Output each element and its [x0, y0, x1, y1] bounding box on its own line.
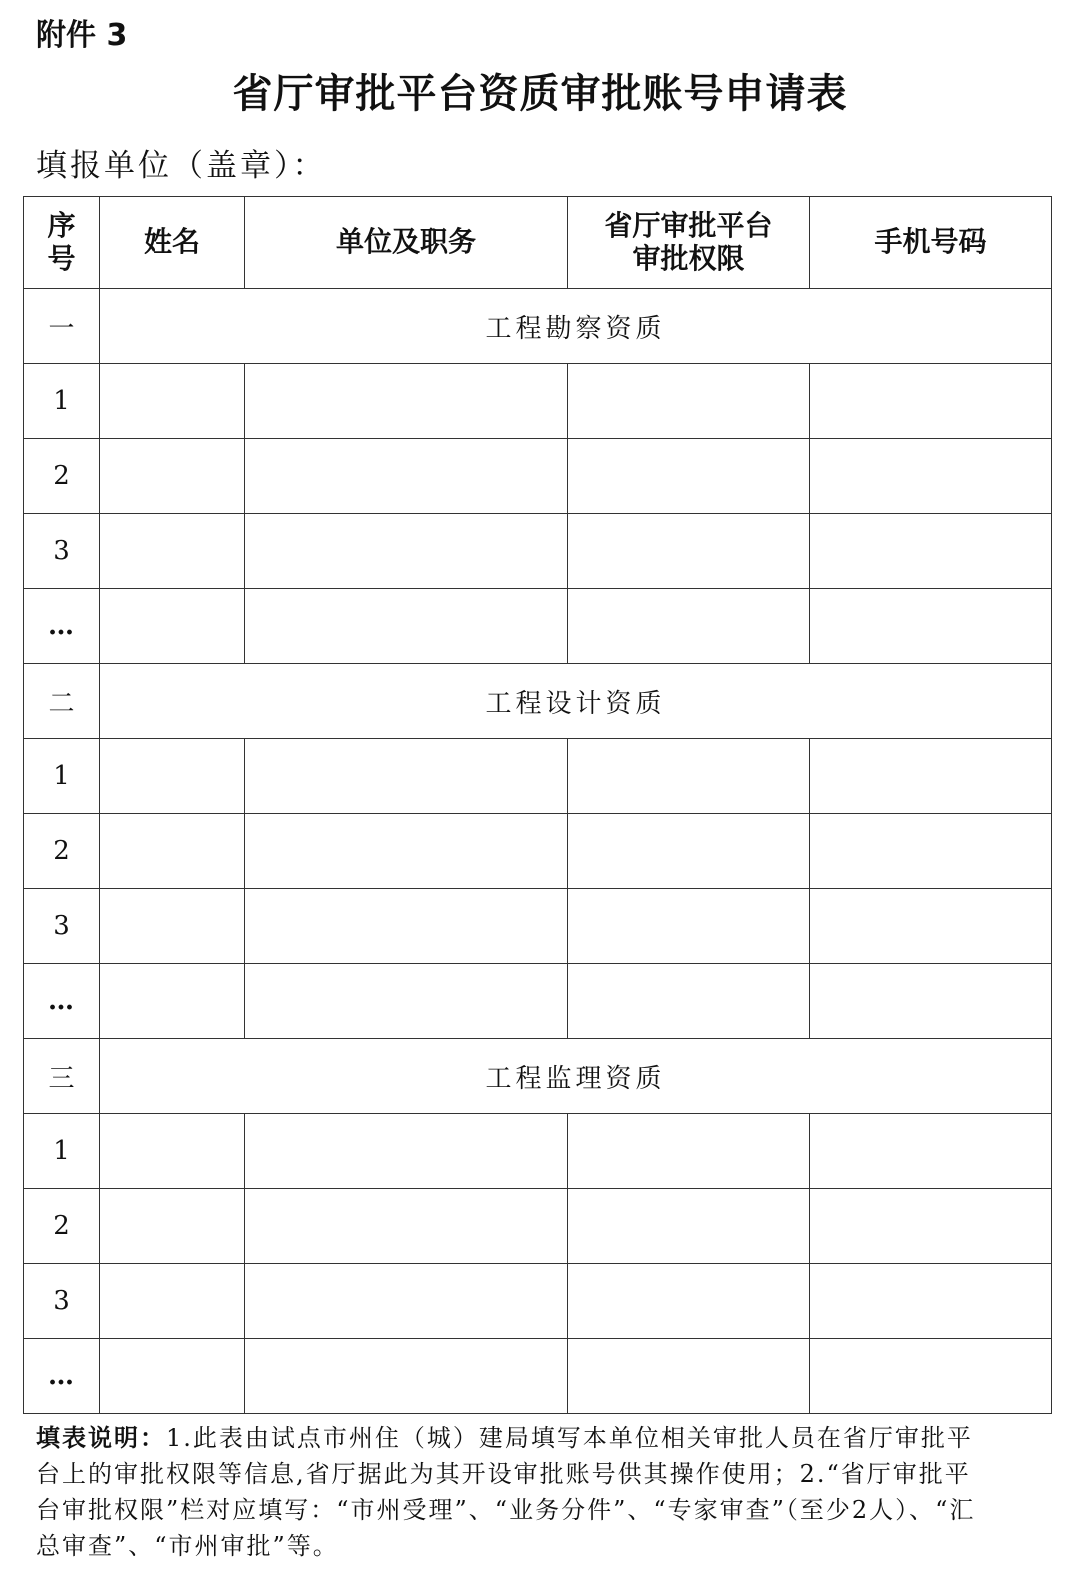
name-cell[interactable]	[100, 439, 245, 514]
org-position-cell[interactable]	[245, 589, 568, 664]
table-row	[24, 514, 1052, 589]
phone-cell[interactable]	[810, 514, 1052, 589]
section-row	[24, 1039, 1052, 1114]
row-seq-number: 1	[24, 1114, 100, 1189]
section-index: 二	[24, 664, 100, 739]
section-row	[24, 289, 1052, 364]
row-seq-number: 2	[24, 814, 100, 889]
name-cell[interactable]	[100, 364, 245, 439]
row-seq-number: 3	[24, 1264, 100, 1339]
org-position-cell[interactable]	[245, 1114, 568, 1189]
row-seq-number: 1	[24, 739, 100, 814]
table-row	[24, 439, 1052, 514]
phone-cell[interactable]	[810, 364, 1052, 439]
row-seq-number: …	[24, 589, 100, 664]
name-cell[interactable]	[100, 514, 245, 589]
table-row	[24, 1339, 1052, 1414]
section-title: 工程监理资质	[100, 1039, 1052, 1114]
row-seq-number: 2	[24, 1189, 100, 1264]
permission-cell[interactable]	[568, 1339, 810, 1414]
name-cell[interactable]	[100, 1264, 245, 1339]
section-title: 工程勘察资质	[100, 289, 1052, 364]
org-position-cell[interactable]	[245, 1189, 568, 1264]
name-cell[interactable]	[100, 964, 245, 1039]
permission-cell[interactable]	[568, 964, 810, 1039]
row-seq-number: …	[24, 964, 100, 1039]
table-row	[24, 814, 1052, 889]
phone-cell[interactable]	[810, 814, 1052, 889]
table-row	[24, 1189, 1052, 1264]
fill-unit-label: 填报单位（盖章）：	[36, 148, 327, 184]
phone-cell[interactable]	[810, 1189, 1052, 1264]
notes-label: 填表说明：	[36, 1423, 166, 1452]
phone-cell[interactable]	[810, 964, 1052, 1039]
org-position-cell[interactable]	[245, 739, 568, 814]
org-position-cell[interactable]	[245, 364, 568, 439]
table-row	[24, 1114, 1052, 1189]
permission-cell[interactable]	[568, 1114, 810, 1189]
org-position-cell[interactable]	[245, 1339, 568, 1414]
permission-cell[interactable]	[568, 1189, 810, 1264]
col-header-phone: 手机号码	[810, 197, 1052, 289]
phone-cell[interactable]	[810, 889, 1052, 964]
permission-cell[interactable]	[568, 439, 810, 514]
filling-notes	[36, 1420, 996, 1564]
row-seq-number: 3	[24, 889, 100, 964]
application-table	[23, 196, 1052, 1414]
permission-cell[interactable]	[568, 814, 810, 889]
notes-text: 1.此表由试点市州住（城）建局填写本单位相关审批人员在省厅审批平台上的审批权限等信息,省厅据此为其开设审批账号供其操作使用；2.“省厅审批平台审批权限”栏对应填写：“市州受理”、“业务分件”、“专家审查”（至少2人）、“汇总审查”、“市州审批”等。	[36, 1424, 976, 1560]
phone-cell[interactable]	[810, 439, 1052, 514]
row-seq-number: …	[24, 1339, 100, 1414]
name-cell[interactable]	[100, 814, 245, 889]
col-header-seq: 序号	[24, 197, 100, 289]
org-position-cell[interactable]	[245, 1264, 568, 1339]
phone-cell[interactable]	[810, 589, 1052, 664]
org-position-cell[interactable]	[245, 439, 568, 514]
phone-cell[interactable]	[810, 739, 1052, 814]
org-position-cell[interactable]	[245, 814, 568, 889]
table-row	[24, 739, 1052, 814]
row-seq-number: 1	[24, 364, 100, 439]
table-header-row	[24, 197, 1052, 289]
table-row	[24, 889, 1052, 964]
org-position-cell[interactable]	[245, 514, 568, 589]
phone-cell[interactable]	[810, 1264, 1052, 1339]
table-row	[24, 964, 1052, 1039]
name-cell[interactable]	[100, 739, 245, 814]
col-header-org-position: 单位及职务	[245, 197, 568, 289]
table-row	[24, 1264, 1052, 1339]
table-row	[24, 589, 1052, 664]
row-seq-number: 3	[24, 514, 100, 589]
section-title: 工程设计资质	[100, 664, 1052, 739]
permission-cell[interactable]	[568, 514, 810, 589]
form-title: 省厅审批平台资质审批账号申请表	[232, 71, 848, 117]
name-cell[interactable]	[100, 589, 245, 664]
permission-cell[interactable]	[568, 889, 810, 964]
section-row	[24, 664, 1052, 739]
phone-cell[interactable]	[810, 1114, 1052, 1189]
row-seq-number: 2	[24, 439, 100, 514]
table-row	[24, 364, 1052, 439]
name-cell[interactable]	[100, 1339, 245, 1414]
org-position-cell[interactable]	[245, 964, 568, 1039]
attachment-label: 附件 3	[36, 18, 128, 53]
phone-cell[interactable]	[810, 1339, 1052, 1414]
col-header-name: 姓名	[100, 197, 245, 289]
permission-cell[interactable]	[568, 1264, 810, 1339]
col-header-permission: 省厅审批平台审批权限	[568, 197, 810, 289]
name-cell[interactable]	[100, 1189, 245, 1264]
permission-cell[interactable]	[568, 739, 810, 814]
org-position-cell[interactable]	[245, 889, 568, 964]
permission-cell[interactable]	[568, 364, 810, 439]
permission-cell[interactable]	[568, 589, 810, 664]
name-cell[interactable]	[100, 1114, 245, 1189]
name-cell[interactable]	[100, 889, 245, 964]
section-index: 一	[24, 289, 100, 364]
section-index: 三	[24, 1039, 100, 1114]
